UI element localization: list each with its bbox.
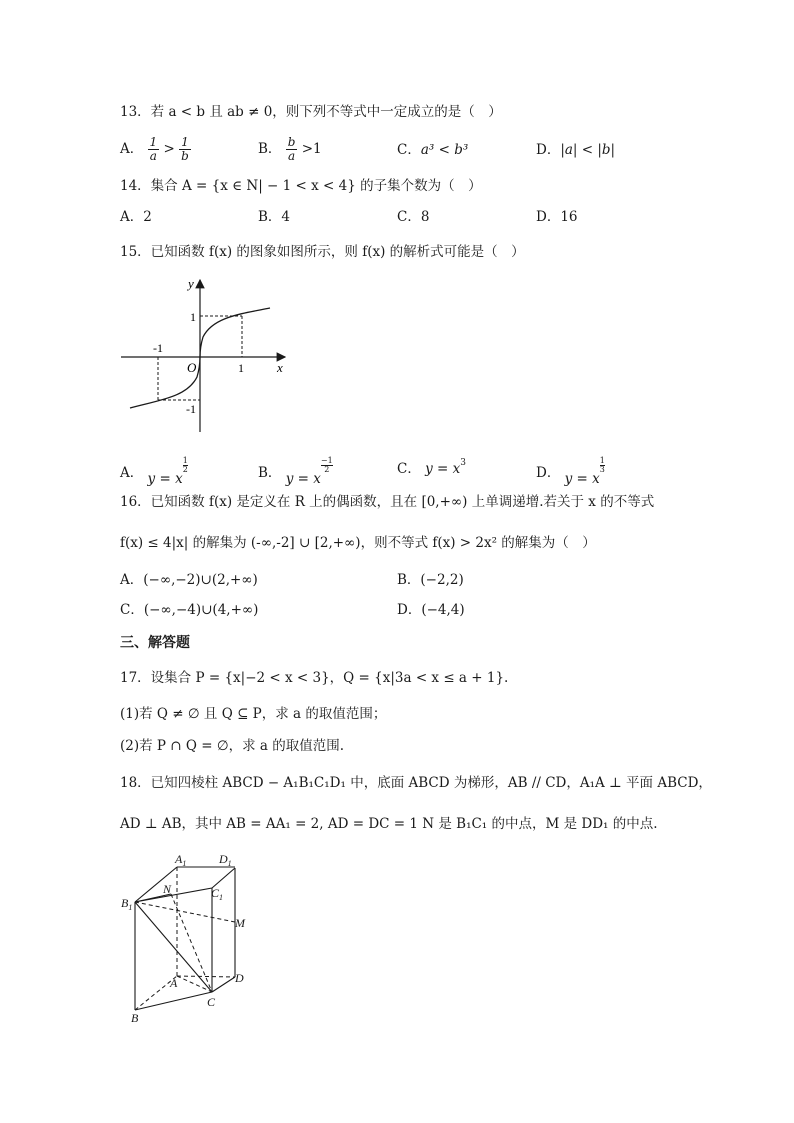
- exponent-neg-1-over-2: $\frac{-1}{2}$: [320, 456, 333, 474]
- q13-option-d[interactable]: D．|a| < |b|: [536, 142, 616, 158]
- tick-y-negative: -1: [186, 402, 196, 416]
- q15-option-b[interactable]: B． y = x $\frac{-1}{2}$: [258, 456, 333, 487]
- label-m: M: [235, 916, 245, 930]
- label-a1: $A_1$: [175, 852, 187, 868]
- y-axis-label: y: [188, 276, 194, 291]
- origin-label: O: [187, 360, 197, 375]
- q18-stem-line1: 18．已知四棱柱 ABCD − A₁B₁C₁D₁ 中，底面 ABCD 为梯形，AB // CD，A₁A ⊥ 平面 ABCD，: [120, 775, 712, 791]
- q17-part2: (2)若 P ∩ Q = ∅，求 a 的取值范围.: [120, 738, 345, 754]
- label-c: C: [207, 995, 216, 1009]
- q13-option-a[interactable]: A． $\frac{1}{a}$ > $\frac{1}{b}$: [120, 135, 189, 163]
- label-b1: $B_1$: [121, 896, 133, 912]
- label-n: N: [163, 882, 172, 896]
- label-a: A: [170, 976, 178, 990]
- q17-stem: 17．设集合 P = {x|−2 < x < 3}，Q = {x|3a < x ≤ a + 1}.: [120, 670, 509, 686]
- tick-y-positive: 1: [190, 310, 196, 324]
- q14-stem: 14．集合 A = {x ∈ N| − 1 < x < 4} 的子集个数为（ ）: [120, 178, 482, 194]
- fraction-1-over-b: $\frac{1}{b}$: [181, 135, 189, 163]
- fraction-1-over-a: $\frac{1}{a}$: [149, 135, 158, 163]
- q16-stem-line2: f(x) ≤ 4|x| 的解集为 (-∞,-2] ∪ [2,+∞)，则不等式 f(x) > 2x² 的解集为（ ）: [120, 535, 596, 551]
- q15-option-a[interactable]: A． y = x $\frac{1}{2}$: [120, 456, 188, 487]
- q16-option-a[interactable]: A．(−∞,−2)∪(2,+∞): [120, 572, 258, 588]
- q13-option-c[interactable]: C．a³ < b³: [397, 142, 469, 158]
- q17-part1: (1)若 Q ≠ ∅ 且 Q ⊆ P，求 a 的取值范围；: [120, 706, 387, 722]
- q14-option-c[interactable]: C．8: [397, 209, 430, 225]
- x-axis-label: x: [277, 360, 283, 375]
- q18-stem-line2: AD ⊥ AB，其中 AB = AA₁ = 2, AD = DC = 1 N 是 B₁C₁ 的中点，M 是 DD₁ 的中点.: [120, 816, 658, 832]
- q13-option-b[interactable]: B． $\frac{b}{a}$ >1: [258, 135, 322, 163]
- q14-option-b[interactable]: B．4: [258, 209, 291, 225]
- q15-function-graph: [115, 272, 295, 437]
- fraction-b-over-a: $\frac{b}{a}$: [287, 135, 296, 163]
- tick-x-negative: -1: [153, 341, 163, 355]
- q15-option-c[interactable]: C． $y = x^3$: [397, 458, 467, 477]
- q13-stem: 13．若 a < b 且 ab ≠ 0，则下列不等式中一定成立的是（ ）: [120, 104, 502, 120]
- label-d1: $D_1$: [219, 852, 232, 868]
- q14-option-a[interactable]: A．2: [120, 209, 152, 225]
- section-title-answers: 三、解答题: [120, 635, 190, 651]
- label-c1: $C_1$: [211, 886, 224, 902]
- label-d: D: [235, 971, 244, 985]
- q16-option-d[interactable]: D．(−4,4): [397, 602, 465, 618]
- q16-stem-line1: 16．已知函数 f(x) 是定义在 R 上的偶函数，且在 [0,+∞) 上单调递增.若关于 x 的不等式: [120, 494, 655, 510]
- q18-prism-figure: [115, 850, 265, 1025]
- q16-option-c[interactable]: C．(−∞,−4)∪(4,+∞): [120, 602, 259, 618]
- label-b: B: [131, 1011, 139, 1025]
- exponent-1-over-2: $\frac{1}{2}$: [182, 456, 188, 474]
- q14-option-d[interactable]: D．16: [536, 209, 578, 225]
- tick-x-positive: 1: [238, 361, 244, 375]
- q16-option-b[interactable]: B．(−2,2): [397, 572, 464, 588]
- exponent-1-over-3: $\frac{1}{3}$: [599, 456, 605, 474]
- q15-option-d[interactable]: D． y = x $\frac{1}{3}$: [536, 456, 605, 487]
- q15-stem: 15．已知函数 f(x) 的图象如图所示，则 f(x) 的解析式可能是（ ）: [120, 244, 525, 260]
